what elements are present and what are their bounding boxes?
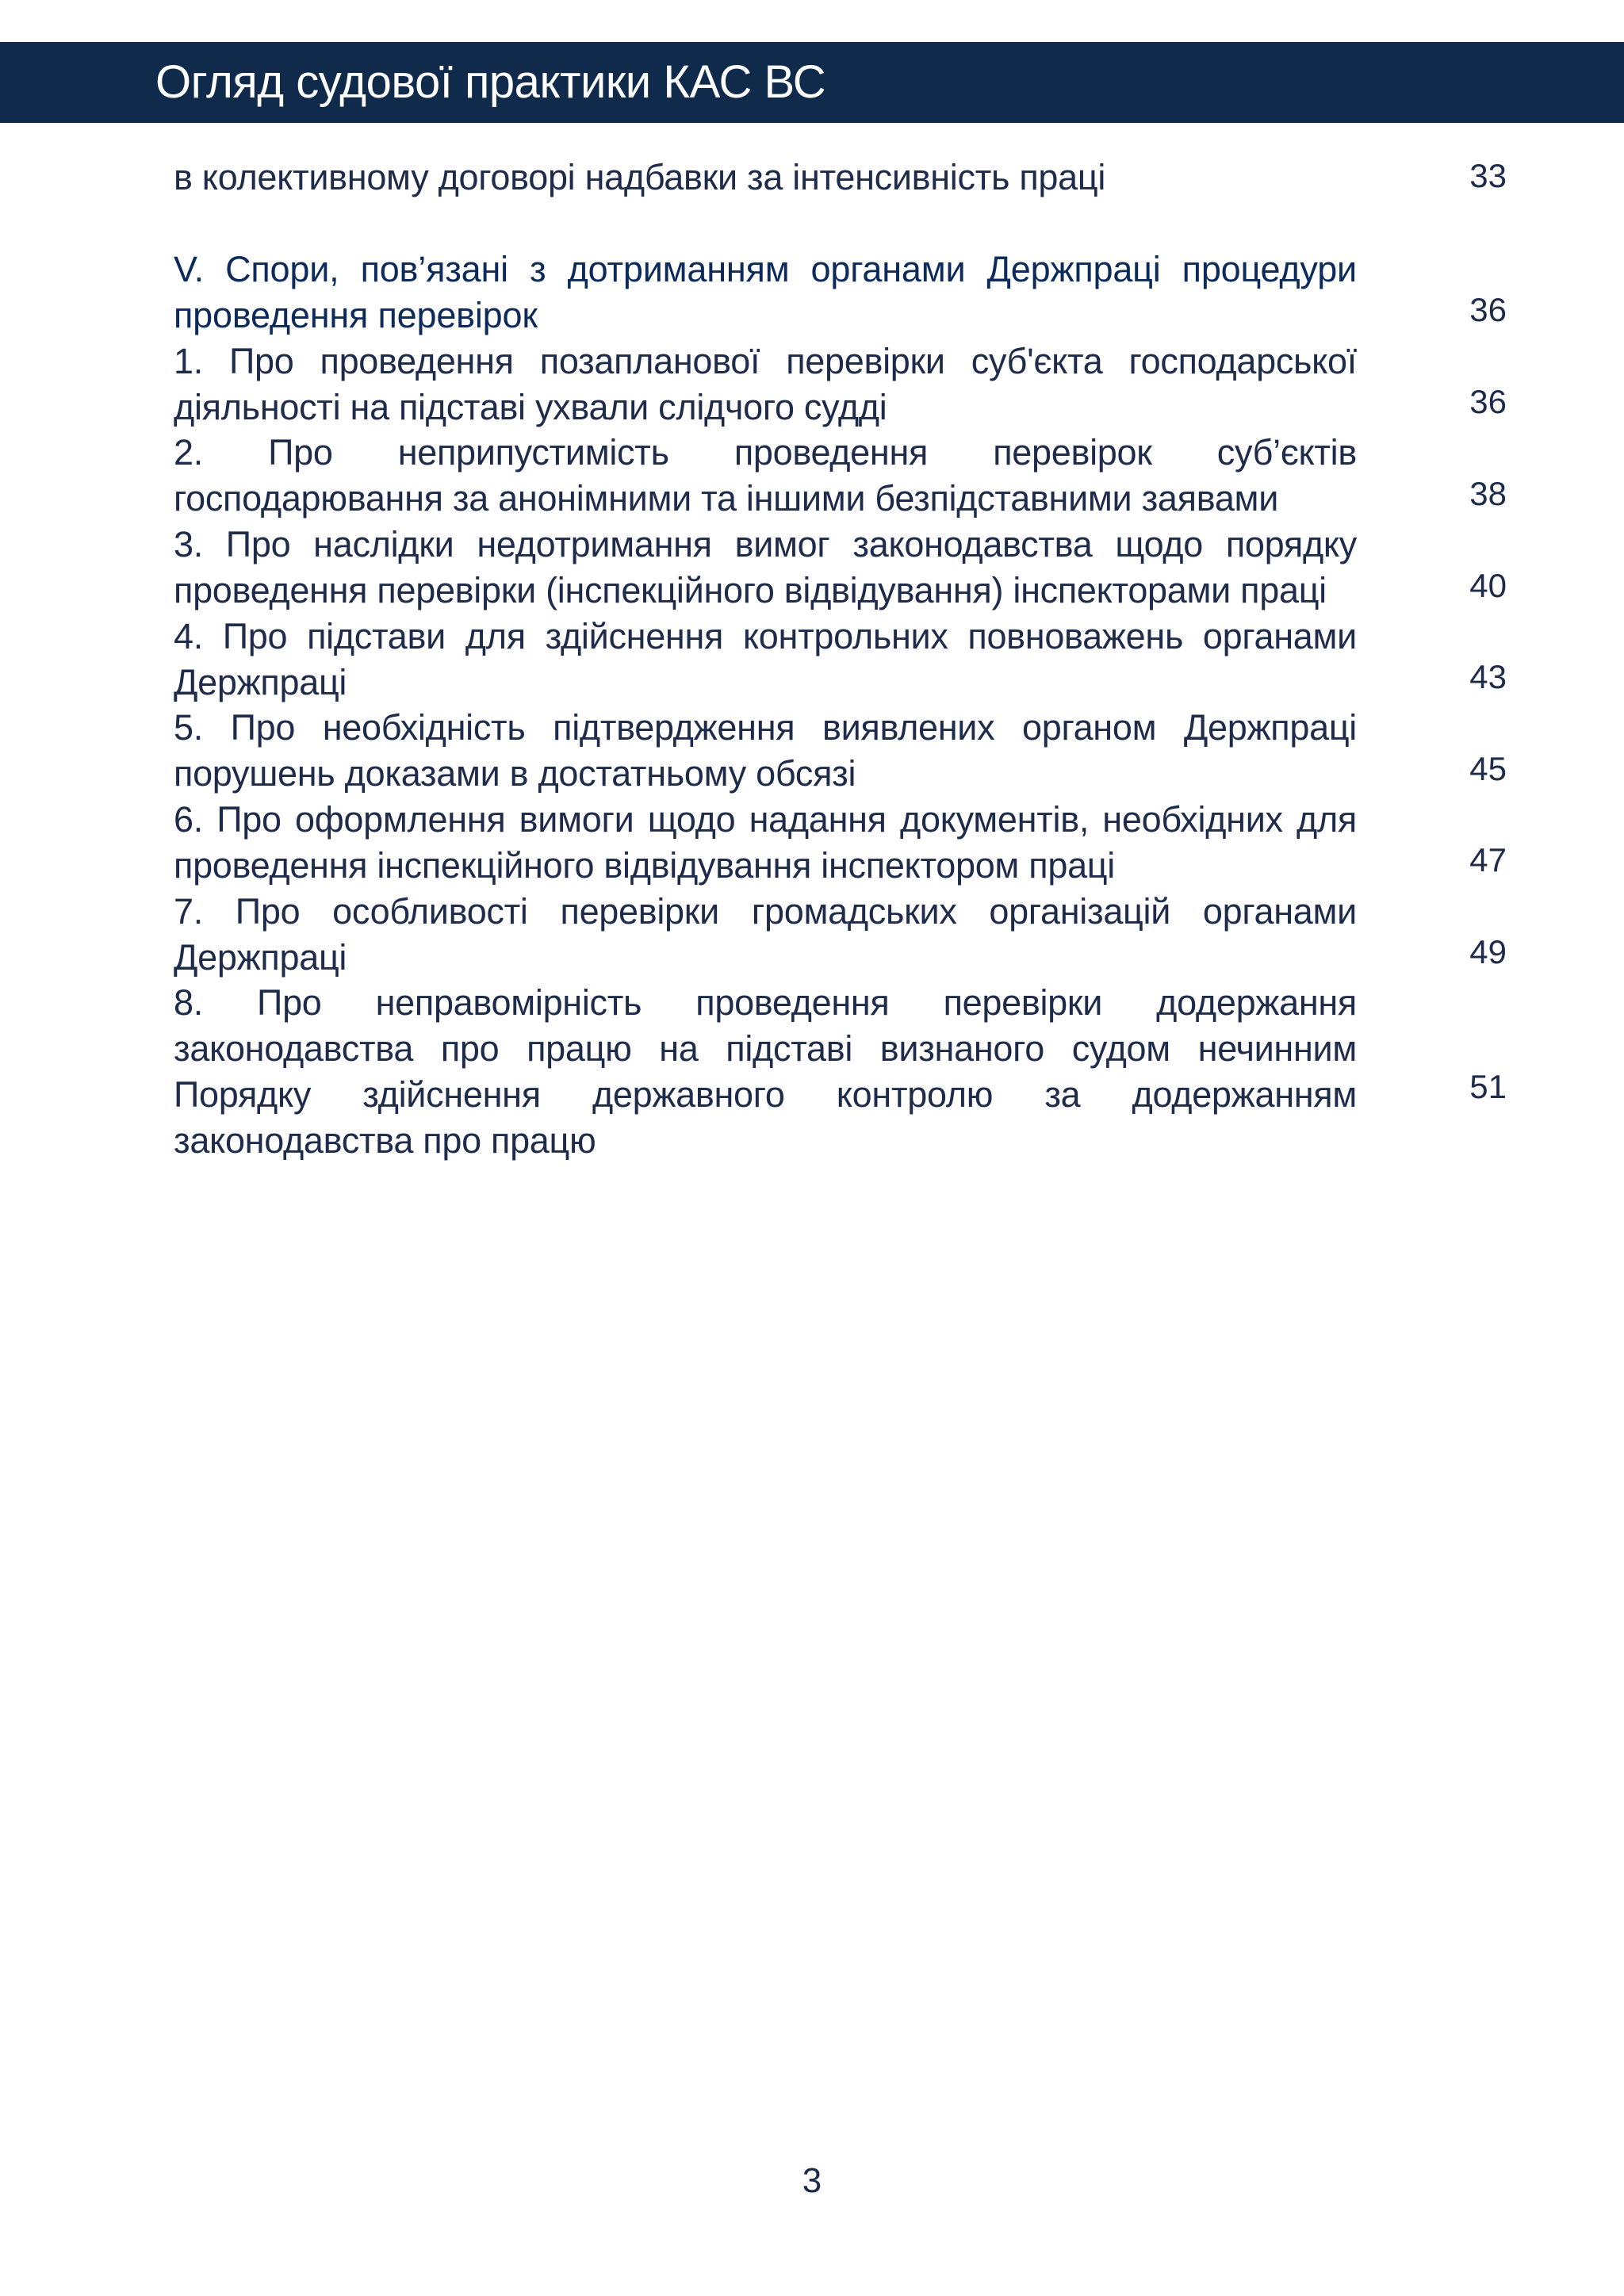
toc-page-6: 47 (1469, 841, 1507, 878)
toc-page-7: 49 (1469, 933, 1507, 970)
toc-entry-4: 4. Про підстави для здійснення контрольних повноважень органами Держпраці (174, 616, 1357, 702)
toc-page-3: 40 (1469, 567, 1507, 604)
toc-entry-3: 3. Про наслідки недотримання вимог законодавства щодо порядку проведення перевірки (інспекційного відвідування) інспекторами праці (174, 524, 1357, 610)
document-title: Огляд судової практики КАС ВС (155, 56, 826, 108)
toc-page-8: 51 (1469, 1068, 1507, 1105)
toc-page-4: 43 (1469, 658, 1507, 695)
toc-page-5: 45 (1469, 750, 1507, 787)
toc-section-heading: V. Спори, пов’язані з дотриманням органами Держпраці процедури проведення перевірок (174, 249, 1357, 335)
toc-entry-8: 8. Про неправомірність проведення перевірки додержання законодавства про працю на підставі визнаного судом нечинним Порядку здійснення державного контролю за додержанням законодавства про працю (174, 982, 1357, 1161)
toc-page-section: 36 (1469, 291, 1507, 328)
toc-page-continuation: 33 (1469, 157, 1507, 194)
toc-entry-7: 7. Про особливості перевірки громадських організацій органами Держпраці (174, 891, 1357, 978)
toc-page-2: 38 (1469, 475, 1507, 512)
page-number: 3 (802, 2161, 822, 2200)
toc-page-1: 36 (1469, 383, 1507, 420)
toc-entry-6: 6. Про оформлення вимоги щодо надання документів, необхідних для проведення інспекційного відвідування інспектором праці (174, 799, 1357, 886)
toc-entry-continuation: в колективному договорі надбавки за інтенсивність праці (174, 157, 1106, 197)
toc-entry-1: 1. Про проведення позапланової перевірки суб'єкта господарської діяльності на підставі ухвали слідчого судді (174, 341, 1357, 427)
toc-entry-2: 2. Про неприпустимість проведення перевірок суб’єктів господарювання за анонімними та іншими безпідставними заявами (174, 432, 1357, 519)
toc-entry-5: 5. Про необхідність підтвердження виявлених органом Держпраці порушень доказами в достатньому обсязі (174, 707, 1357, 794)
